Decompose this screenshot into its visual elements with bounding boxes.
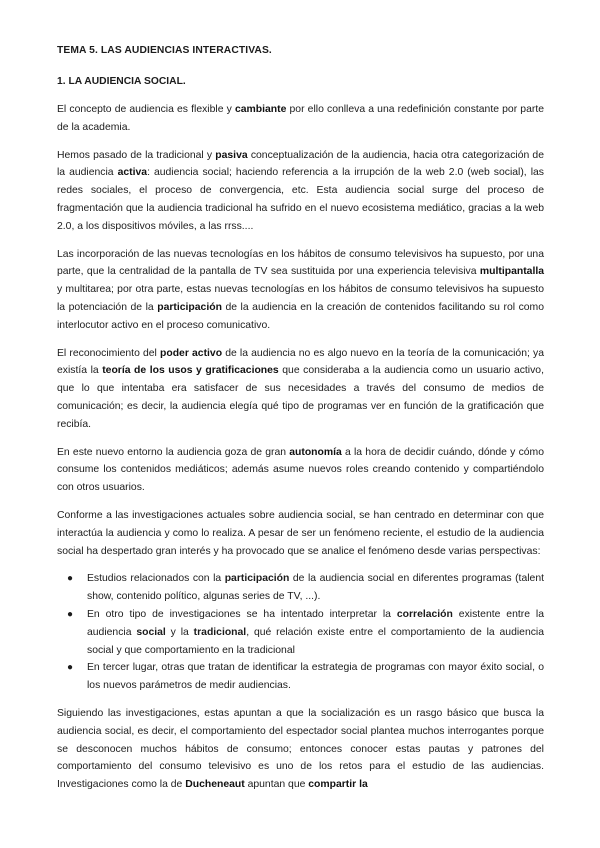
text-run: que consideraba a la audiencia como un usuario activo, que lo que intentaba era satisfacer de sus necesidades a través del consumo de medios de comunicación; es decir, la audiencia elegía qué tipo de programas ver en función de la gratificación que recibía.	[57, 365, 544, 430]
emphasized-term: Ducheneaut	[185, 779, 245, 791]
body-paragraph	[57, 101, 544, 137]
text-run: Las incorporación de las nuevas tecnologías en los hábitos de consumo televisivos ha supuesto, por una parte, que la centralidad de la pantalla de TV sea sustituida por una experiencia televisiva	[57, 248, 544, 278]
emphasized-term: tradicional	[193, 626, 247, 638]
text-run: El concepto de audiencia es flexible y	[57, 104, 235, 115]
text-run: a la hora de decidir cuándo, dónde y cómo consume los contenidos mediáticos; además asume nuevos roles creando contenido y compartiéndolo con otros usuarios.	[57, 446, 544, 494]
emphasized-term: teoría de los usos y gratificaciones	[102, 365, 279, 377]
text-run: de la audiencia social en diferentes programas (talent show, contenido político, algunas series de TV, ...).	[87, 573, 544, 603]
text-run: por ello conlleva a una redefinición constante por parte de la academia.	[57, 104, 544, 133]
text-run: Conforme a las investigaciones actuales sobre audiencia social, se han centrado en determinar con que interactúa la audiencia y como lo realiza. A pesar de ser un fenómeno reciente, el estudio de la audiencia social ha despertado gran interés y ha provocado que se analice el fenómeno desde varias perspectivas:	[57, 509, 544, 557]
text-run: En otro tipo de investigaciones se ha intentado interpretar la	[87, 608, 397, 620]
closing-paragraph	[57, 705, 544, 794]
text-run: conceptualización de la audiencia, hacia otra categorización de la audiencia	[57, 149, 544, 179]
emphasized-term: participación	[224, 573, 290, 585]
emphasized-term: pasiva	[215, 149, 248, 161]
section-heading: 1. LA AUDIENCIA SOCIAL.	[57, 76, 186, 87]
body-paragraphs	[57, 101, 544, 560]
text-run: El reconocimiento del	[57, 347, 161, 359]
text-run: : audiencia social; haciendo referencia a la irrupción de la web 2.0 (web social), las redes sociales, el proceso de convergencia, etc. Esta audiencia social surge del proceso de fragmentación que la audiencia tradicional ha sufrido en el nuevo ecosistema mediático, gracias a la web 2.0, a los dispositivos móviles, a las rrss....	[57, 167, 544, 232]
emphasized-term: cambiante	[234, 104, 287, 115]
perspectives-list	[57, 570, 544, 695]
list-item	[67, 606, 545, 659]
text-run: Siguiendo las investigaciones, estas apuntan a que la socialización es un rasgo básico que busca la audiencia social, es decir, el comportamiento del espectador social plantea muchos interrogantes porque se desconocen muchos hábitos de consumo; entonces conocer estas pautas y patrones del comportamiento del consumo televisivo es uno de los retos para el estudio de las audiencias. Investigaciones como la de	[57, 707, 544, 791]
text-run: En tercer lugar, otras que tratan de identificar la estrategia de programas con mayor éxito social, o los nuevos parámetros de medir audiencias.	[87, 662, 544, 692]
body-paragraph	[57, 345, 544, 434]
emphasized-term: compartir la	[308, 779, 368, 791]
text-run: de la audiencia no es algo nuevo en la teoría de la comunicación; ya existía la	[57, 347, 544, 377]
body-paragraph	[57, 444, 544, 497]
emphasized-term: participación	[157, 301, 222, 313]
text-run: , qué relación existe entre el comportamiento de la audiencia social y que comportamiento en la tradicional	[87, 626, 545, 656]
bullet-icon: ●	[67, 573, 74, 585]
text-run: Estudios relacionados con la	[87, 573, 225, 585]
text-run: y la	[165, 626, 194, 638]
bullet-icon: ●	[67, 608, 74, 620]
page-title: TEMA 5. LAS AUDIENCIAS INTERACTIVAS.	[57, 45, 272, 56]
text-run: existente entre la audiencia	[87, 608, 544, 638]
emphasized-term: social	[136, 626, 166, 638]
body-paragraph	[57, 147, 544, 236]
emphasized-term: poder activo	[160, 347, 223, 359]
text-run: de la audiencia en la creación de contenidos facilitando su rol como interlocutor activo en el proceso comunicativo.	[57, 301, 544, 331]
body-paragraph	[57, 246, 544, 335]
list-item	[67, 570, 544, 606]
emphasized-term: autonomía	[289, 446, 342, 458]
bullet-icon: ●	[67, 662, 74, 674]
text-run: Hemos pasado de la tradicional y	[57, 149, 216, 161]
list-item	[67, 659, 544, 695]
text-run: En este nuevo entorno la audiencia goza de gran	[57, 446, 290, 458]
emphasized-term: multipantalla	[479, 266, 544, 278]
text-run: apuntan que	[244, 779, 309, 791]
emphasized-term: activa	[117, 167, 148, 179]
text-run: y multitarea; por otra parte, estas nuevas tecnologías en los hábitos de consumo televisivos ha supuesto la potenciación de la	[57, 284, 544, 313]
body-paragraph	[57, 507, 544, 560]
emphasized-term: correlación	[396, 608, 453, 620]
